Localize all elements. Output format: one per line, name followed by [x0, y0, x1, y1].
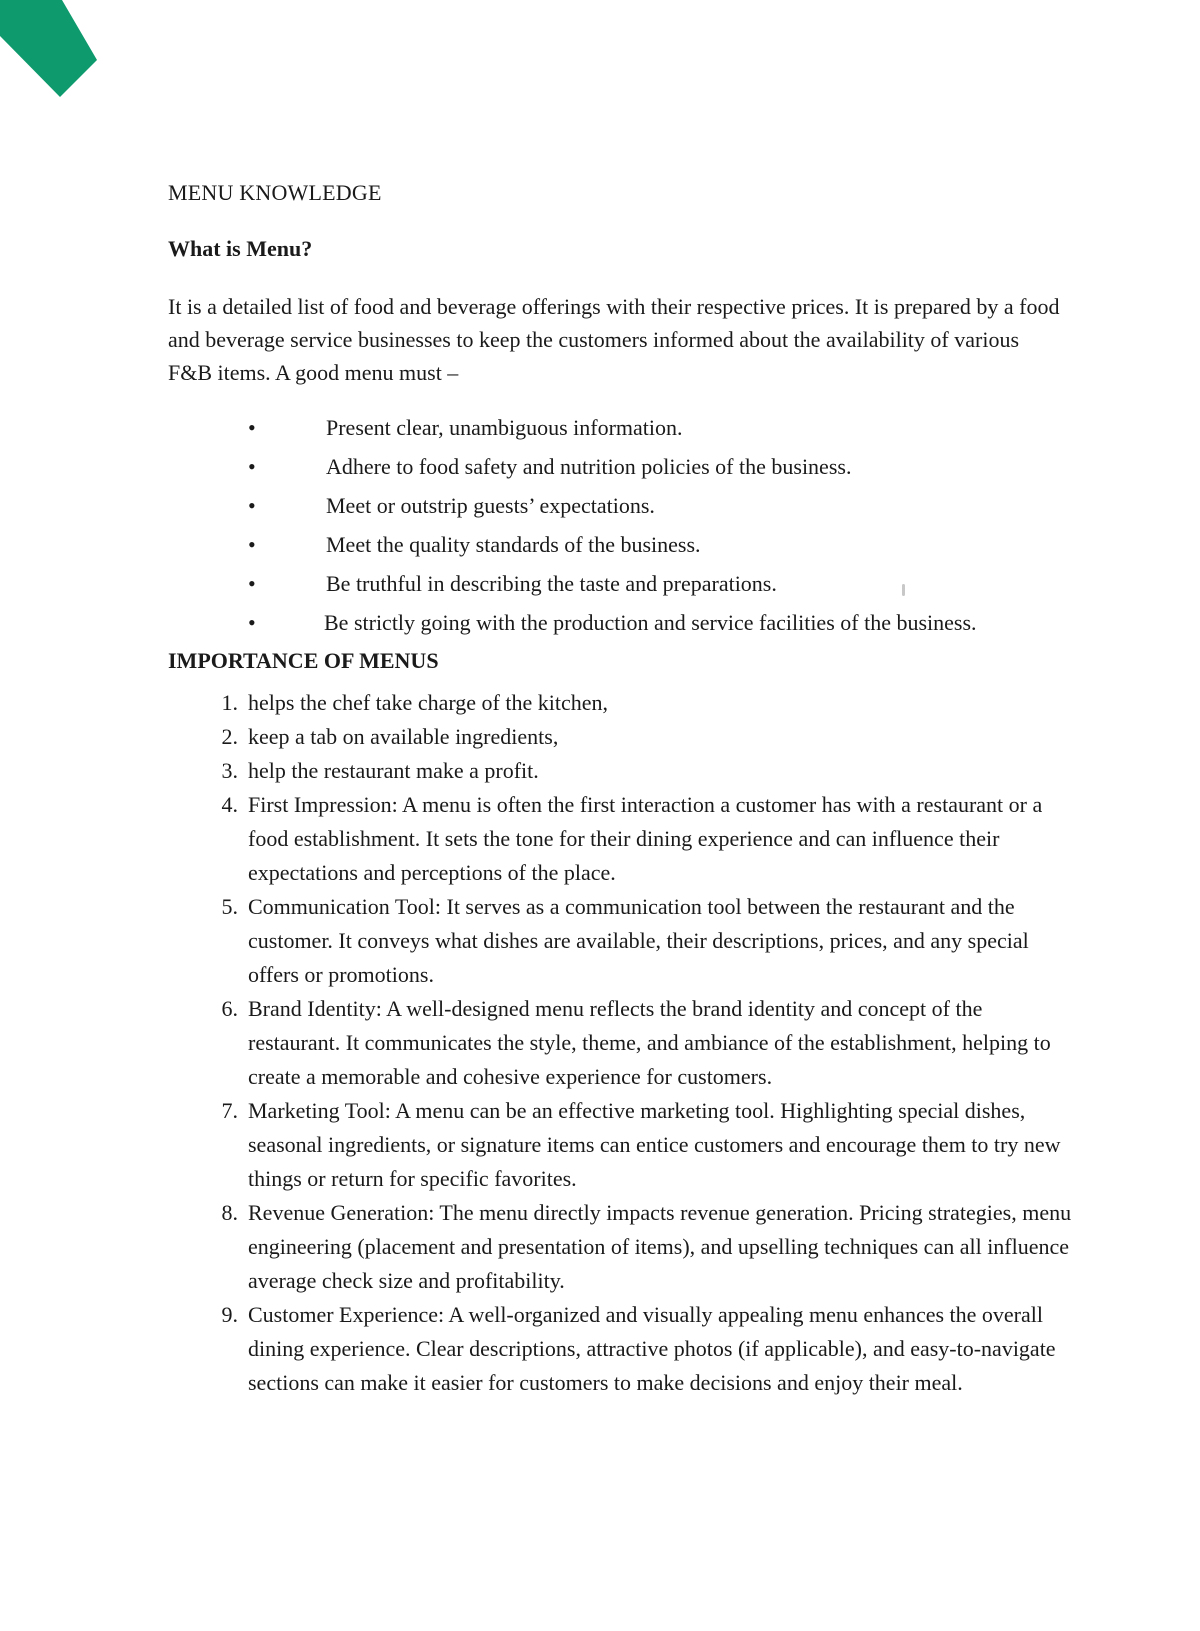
item-number: 8.	[221, 1200, 238, 1225]
list-item-text: Be strictly going with the production and service facilities of the business.	[324, 610, 977, 635]
numbered-item	[168, 788, 1078, 890]
item-text: Marketing Tool: A menu can be an effective marketing tool. Highlighting special dishes, seasonal ingredients, or signature items can entice customers and encourage them to try new things or return for specific favorites.	[248, 1098, 1061, 1191]
numbered-item	[168, 1196, 1078, 1298]
importance-list	[168, 686, 1098, 1400]
numbered-item	[168, 686, 1078, 720]
item-number: 9.	[221, 1302, 238, 1327]
list-item	[248, 491, 1098, 521]
item-text: Customer Experience: A well-organized and visually appealing menu enhances the overall dining experience. Clear descriptions, attractive photos (if applicable), and easy-to-navigate sections can make it easier for customers to make decisions and enjoy their meal.	[248, 1302, 1056, 1395]
list-item	[248, 608, 1103, 637]
list-item-text: Adhere to food safety and nutrition policies of the business.	[326, 454, 852, 479]
numbered-item	[168, 720, 1078, 754]
numbered-item	[168, 1094, 1078, 1196]
item-number: 2.	[221, 724, 238, 749]
list-item-text: Present clear, unambiguous information.	[326, 415, 683, 440]
item-text: help the restaurant make a profit.	[248, 758, 539, 783]
numbered-item	[168, 1298, 1078, 1400]
item-text: Brand Identity: A well-designed menu reflects the brand identity and concept of the restaurant. It communicates the style, theme, and ambiance of the establishment, helping to create a memorable and cohesive experience for customers.	[248, 996, 1051, 1089]
item-text: Revenue Generation: The menu directly impacts revenue generation. Pricing strategies, menu engineering (placement and presentation of items), and upselling techniques can all influence average check size and profitability.	[248, 1200, 1072, 1293]
bullet-icon: •	[248, 532, 256, 557]
item-number: 7.	[221, 1098, 238, 1123]
item-text: helps the chef take charge of the kitchen,	[248, 690, 608, 715]
bullet-icon: •	[248, 415, 256, 440]
corner-accent-polygon	[0, 0, 97, 97]
bullet-icon: •	[248, 454, 256, 479]
corner-accent-shape	[0, 0, 110, 110]
list-item-text: Meet the quality standards of the business.	[326, 532, 701, 557]
bullet-icon: •	[248, 571, 256, 596]
list-item-text: Be truthful in describing the taste and preparations.	[326, 571, 777, 596]
item-number: 6.	[221, 996, 238, 1021]
numbered-item	[168, 754, 1078, 788]
bullet-icon: •	[248, 493, 256, 518]
document-title: MENU KNOWLEDGE	[168, 180, 382, 205]
bullet-icon: •	[248, 610, 256, 635]
item-text: Communication Tool: It serves as a communication tool between the restaurant and the customer. It conveys what dishes are available, their descriptions, prices, and any special offers or promotions.	[248, 894, 1029, 987]
list-item-text: Meet or outstrip guests’ expectations.	[326, 493, 655, 518]
document-page	[168, 178, 1098, 1400]
numbered-item	[168, 890, 1078, 992]
item-text: keep a tab on available ingredients,	[248, 724, 559, 749]
list-item	[248, 569, 1098, 599]
list-item	[248, 413, 1098, 443]
item-number: 1.	[221, 690, 238, 715]
subheading-what-is-menu: What is Menu?	[168, 236, 313, 261]
menu-requirements-list	[168, 413, 1098, 637]
item-number: 4.	[221, 792, 238, 817]
item-number: 5.	[221, 894, 238, 919]
item-text: First Impression: A menu is often the first interaction a customer has with a restaurant or a food establishment. It sets the tone for their dining experience and can influence their expectations and perceptions of the place.	[248, 792, 1043, 885]
numbered-item	[168, 992, 1078, 1094]
item-number: 3.	[221, 758, 238, 783]
section-title-importance: IMPORTANCE OF MENUS	[168, 648, 439, 673]
list-item	[248, 452, 1098, 482]
intro-paragraph: It is a detailed list of food and beverage offerings with their respective prices. It is prepared by a food and beverage service businesses to keep the customers informed about the availability of various F&B items. A good menu must –	[168, 294, 1060, 385]
list-item	[248, 530, 1098, 560]
